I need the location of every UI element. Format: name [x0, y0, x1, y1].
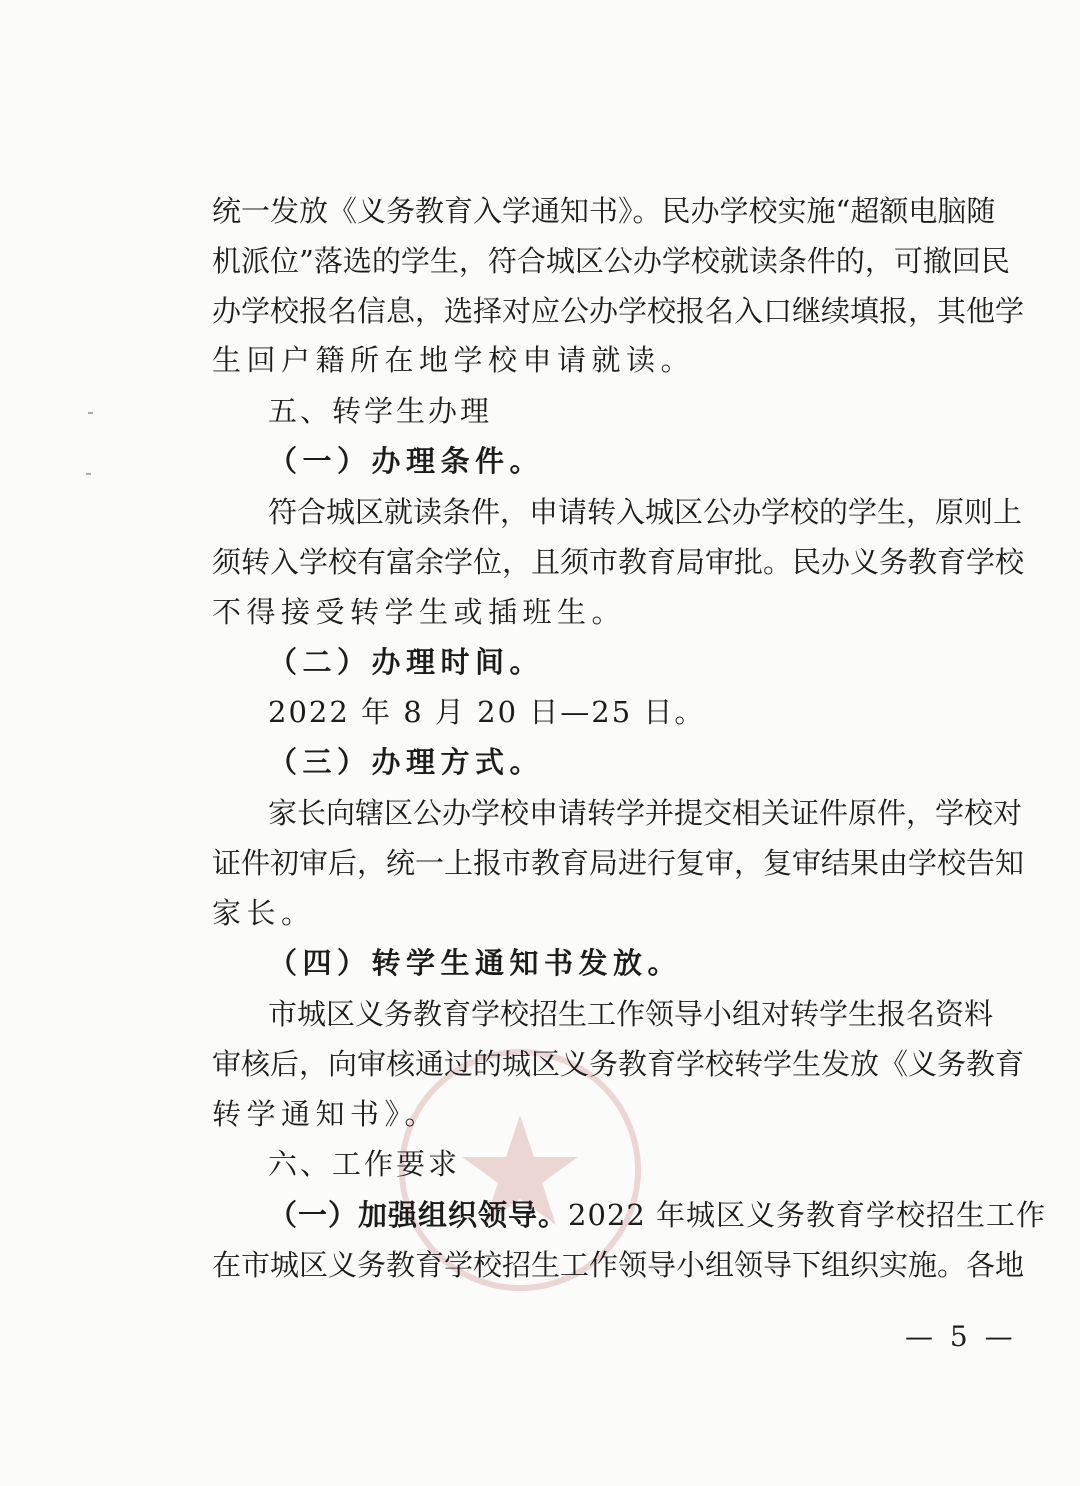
section-heading: 六、工作要求: [268, 1147, 461, 1181]
page-number: — 5 —: [905, 1320, 1017, 1353]
text-line: 在市城区义务教育学校招生工作领导小组领导下组织实施。各地: [212, 1248, 1025, 1282]
text-line: 统一发放《义务教育入学通知书》。民办学校实施“超额电脑随: [212, 194, 996, 228]
text-line: 转学通知书》。: [212, 1097, 440, 1131]
scan-speck: [86, 473, 91, 475]
subsection-heading: （三）办理方式。: [268, 745, 545, 779]
text-line: 家长。: [212, 896, 316, 930]
scan-speck: [88, 412, 93, 414]
text-line: 市城区义务教育学校招生工作领导小组对转学生报名资料: [268, 997, 994, 1031]
text-line: 符合城区就读条件，申请转入城区公办学校的学生，原则上: [268, 495, 1023, 529]
text-line: 不得接受转学生或插班生。: [212, 595, 627, 629]
section-heading: 五、转学生办理: [268, 394, 493, 428]
text-line: 须转入学校有富余学位，且须市教育局审批。民办义务教育学校: [212, 545, 1025, 579]
bold-lead: （一）加强组织领导。: [268, 1198, 569, 1232]
text-line: 审核后，向审核通过的城区义务教育学校转学生发放《义务教育: [212, 1047, 1025, 1081]
text-line: 生回户籍所在地学校申请就读。: [212, 343, 696, 377]
text-line: 机派位”落选的学生，符合城区公办学校就读条件的，可撤回民: [212, 244, 1010, 278]
subsection-heading: （二）办理时间。: [268, 645, 545, 679]
text-line: 办学校报名信息，选择对应公办学校报名入口继续填报，其他学: [212, 294, 1025, 328]
subsection-heading: （一）办理条件。: [268, 444, 545, 478]
subsection-heading: （四）转学生通知书发放。: [268, 946, 683, 980]
text-line: 2022 年 8 月 20 日—25 日。: [268, 695, 706, 729]
text-line: 家长向辖区公办学校申请转学并提交相关证件原件，学校对: [268, 796, 1023, 830]
text-run: 2022 年城区义务教育学校招生工作: [568, 1198, 1047, 1232]
text-line: 证件初审后，统一上报市教育局进行复审，复审结果由学校告知: [212, 846, 1025, 880]
text-line: [268, 1195, 1047, 1235]
